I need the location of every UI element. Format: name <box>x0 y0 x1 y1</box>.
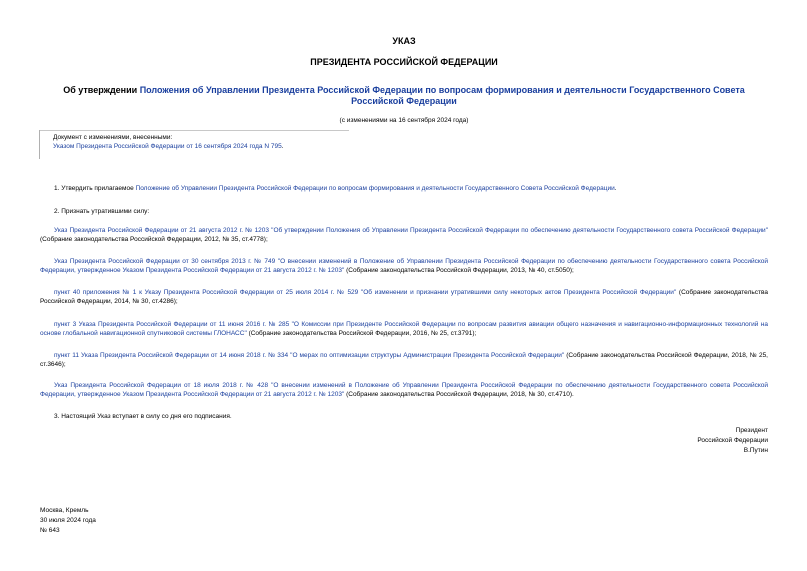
signature-country: Российской Федерации <box>697 437 768 444</box>
doc-title-prefix: Об утверждении <box>63 85 140 95</box>
signature-name: В.Путин <box>743 447 768 454</box>
doc-number: № 643 <box>40 527 60 534</box>
repealed-item-5 <box>40 351 768 369</box>
amend-note-top-rule <box>39 130 349 131</box>
place-date: 30 июля 2024 года <box>40 517 96 524</box>
repealed-item-2 <box>40 257 768 275</box>
repealed-item-3-text: (Собрание законодательства Российской Федерации, 2014, № 30, ст.4286); <box>40 289 768 305</box>
p1-prefix: 1. Утвердить прилагаемое <box>54 185 136 192</box>
place-date-block <box>40 506 96 536</box>
amend-note-period: . <box>281 143 284 150</box>
signature-block <box>697 426 768 456</box>
repealed-item-3 <box>40 288 768 306</box>
amend-note-link[interactable]: Указом Президента Российской Федерации от 16 сентября 2024 года N 795 <box>53 143 282 150</box>
revision-note: (с изменениями на 16 сентября 2024 года) <box>339 117 469 124</box>
signature-title: Президент <box>735 427 768 434</box>
repealed-item-2-text: (Собрание законодательства Российской Федерации, 2013, № 40, ст.5050); <box>344 267 574 274</box>
doc-type-heading: УКАЗ <box>392 36 416 46</box>
repealed-item-5-text: (Собрание законодательства Российской Федерации, 2018, № 25, ст.3646); <box>40 352 768 368</box>
place-city: Москва, Кремль <box>40 507 89 514</box>
amend-note-label: Документ с изменениями, внесенными: <box>53 134 173 141</box>
repealed-item-6 <box>40 381 768 399</box>
p1-link[interactable]: Положение об Управлении Президента Российской Федерации по вопросам формирования и деятельности Государственного Совета Российской Федерации <box>135 185 615 192</box>
repealed-item-6-text: (Собрание законодательства Российской Федерации, 2018, № 30, ст.4710). <box>344 391 574 398</box>
amend-note <box>53 133 353 151</box>
issuer-heading: ПРЕЗИДЕНТА РОССИЙСКОЙ ФЕДЕРАЦИИ <box>310 57 498 67</box>
repealed-item-4-link[interactable]: пункт 3 Указа Президента Российской Федерации от 11 июня 2016 г. № 285 "О Комиссии при Президенте Российской Федерации по вопросам развития авиации общего назначения и навигационно-информационных технологий на основе глобальной навигационной спутниковой системы ГЛОНАСС" <box>40 321 768 337</box>
repealed-item-4-text: (Собрание законодательства Российской Федерации, 2016, № 25, ст.3791); <box>246 330 477 337</box>
paragraph-2: 2. Признать утратившими силу: <box>54 208 150 215</box>
repealed-item-1 <box>40 226 768 244</box>
p1-suffix: . <box>614 185 617 192</box>
amend-note-side-rule <box>39 130 40 159</box>
repealed-item-3-link[interactable]: пункт 40 приложения № 1 к Указу Президента Российской Федерации от 25 июля 2014 г. № 529 "Об изменении и признании утратившими силу некоторых актов Президента Российской Федерации" <box>54 289 677 296</box>
doc-title-link[interactable]: Положения об Управлении Президента Российской Федерации по вопросам формирования и деятельности Государственного Совета Российской Федерации <box>139 85 745 106</box>
repealed-item-4 <box>40 320 768 338</box>
repealed-item-6-link[interactable]: Указ Президента Российской Федерации от 18 июля 2018 г. № 428 "О внесении изменений в Положение об Управлении Президента Российской Федерации по обеспечению деятельности Государственного совета Российской Федерации, утвержденное Указом Президента Российской Федерации от 21 августа 2012 г. № 1203" <box>40 382 768 398</box>
repealed-item-5-link[interactable]: пункт 11 Указа Президента Российской Федерации от 14 июня 2018 г. № 334 "О мерах по оптимизации структуры Администрации Президента Российской Федерации" <box>54 352 565 359</box>
doc-title <box>40 85 768 107</box>
paragraph-1 <box>40 184 768 193</box>
repealed-item-1-text: (Собрание законодательства Российской Федерации, 2012, № 35, ст.4778); <box>40 236 268 243</box>
repealed-item-1-link[interactable]: Указ Президента Российской Федерации от 21 августа 2012 г. № 1203 "Об утверждении Положения об Управлении Президента Российской Федерации по обеспечению деятельности Государственного совета Российской Федерации" <box>54 227 768 234</box>
paragraph-3: 3. Настоящий Указ вступает в силу со дня его подписания. <box>54 413 232 420</box>
repealed-item-2-link[interactable]: Указ Президента Российской Федерации от 30 сентября 2013 г. № 749 "О внесении изменений в Положение об Управлении Президента Российской Федерации по обеспечению деятельности Государственного совета Российской Федерации, утвержденное Указом Президента Российской Федерации от 21 августа 2012 г. № 1203" <box>40 258 768 274</box>
